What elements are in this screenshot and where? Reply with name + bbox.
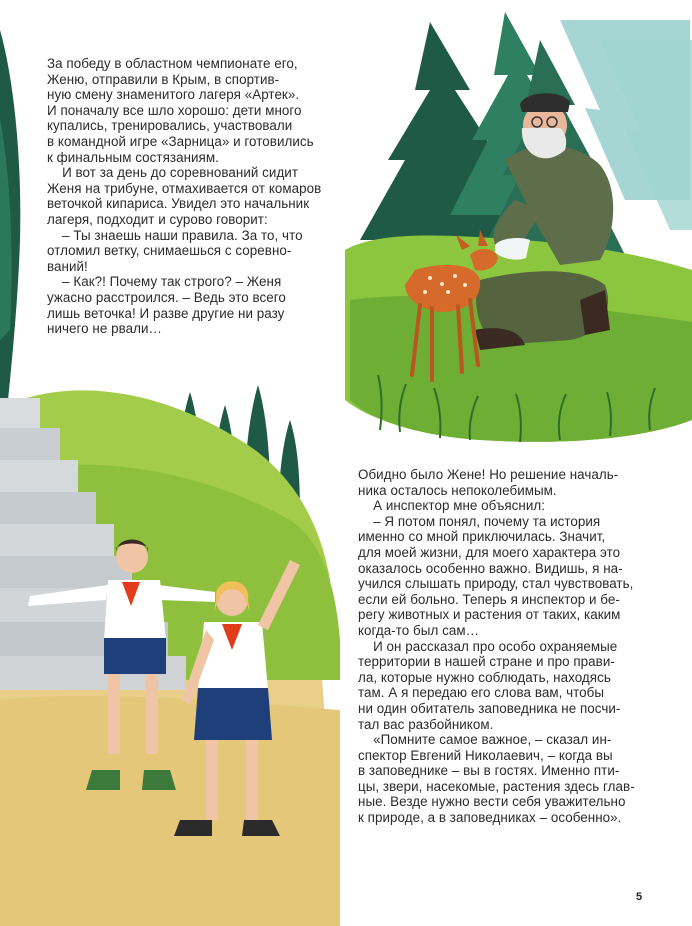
text-line: А инспектор мне объяснил: xyxy=(358,498,546,514)
text-line: ника осталось непоколебимым. xyxy=(358,482,557,498)
text-line: ни один обитатель заповедника не посчи- xyxy=(358,700,621,716)
inspector-with-fawn-illustration xyxy=(345,12,692,442)
text-line: тал вас разбойником. xyxy=(358,716,494,732)
text-line: ваний! xyxy=(47,258,88,274)
text-line: За победу в областном чемпионате его, xyxy=(47,56,298,71)
text-line: ную смену знаменитого лагеря «Артек». xyxy=(47,87,300,103)
text-line: веточкой кипариса. Увидел это начальник xyxy=(47,196,310,212)
text-line: – Я потом понял, почему та история xyxy=(358,513,601,529)
text-line: ужасно расстроился. – Ведь это всего xyxy=(47,289,286,305)
text-column-bottom xyxy=(358,467,658,826)
text-line: там. А я передаю его слова вам, чтобы xyxy=(358,685,605,701)
text-line: «Помните самое важное, – сказал ин- xyxy=(358,732,612,748)
text-line: Обидно было Жене! Но решение началь- xyxy=(358,467,619,482)
text-line: для моей жизни, для моего характера это xyxy=(358,544,621,560)
text-line: И вот за день до соревнований сидит xyxy=(47,165,299,181)
text-line: лишь веточка! И разве другие ни разу xyxy=(47,305,285,321)
text-line: И он рассказал про особо охраняемые xyxy=(358,638,618,654)
text-line: лагеря, подходит и сурово говорит: xyxy=(47,211,268,227)
text-column-top xyxy=(47,56,347,337)
text-line: когда-то был сам… xyxy=(358,622,480,638)
left-cypress-trees xyxy=(0,30,20,400)
text-line: в командной игре «Зарница» и готовились xyxy=(47,133,314,149)
text-line: если ей больно. Теперь я инспектор и бе- xyxy=(358,591,620,607)
text-line: в заповеднике – вы в гостях. Именно пти- xyxy=(358,763,620,779)
text-line: ла, которые нужно соблюдать, находясь xyxy=(358,669,611,685)
text-line: цы, звери, насекомые, растения здесь глав- xyxy=(358,778,635,794)
text-line: ничего не рвали… xyxy=(47,321,162,337)
text-line: купались, тренировались, участвовали xyxy=(47,118,293,134)
text-line: Женю, отправили в Крым, в спортив- xyxy=(47,71,280,87)
pioneers-exercising-illustration xyxy=(0,385,340,926)
text-line: спектор Евгений Николаевич, – когда вы xyxy=(358,747,613,763)
text-line: к финальным состязаниям. xyxy=(47,149,219,165)
text-line: И поначалу все шло хорошо: дети много xyxy=(47,102,302,118)
text-line: отломил ветку, снимаешься с соревно- xyxy=(47,243,292,259)
text-line: именно со мной приключилась. Значит, xyxy=(358,529,606,545)
text-line: территории в нашей стране и про прави- xyxy=(358,654,615,670)
page-number: 5 xyxy=(636,891,643,903)
text-line: регу животных и растения от таких, каким xyxy=(358,607,621,623)
text-line: к природе, а в заповедниках – особенно». xyxy=(358,810,622,826)
text-line: оказалось особенно важно. Видишь, я на- xyxy=(358,560,623,576)
text-line: учился слышать природу, стал чувствовать, xyxy=(358,576,634,592)
text-line: – Ты знаешь наши правила. За то, что xyxy=(47,227,303,243)
text-line: Женя на трибуне, отмахивается от комаров xyxy=(47,180,322,196)
text-line: – Как?! Почему так строго? – Женя xyxy=(47,274,282,290)
text-line: ные. Везде нужно вести себя уважительно xyxy=(358,794,626,810)
